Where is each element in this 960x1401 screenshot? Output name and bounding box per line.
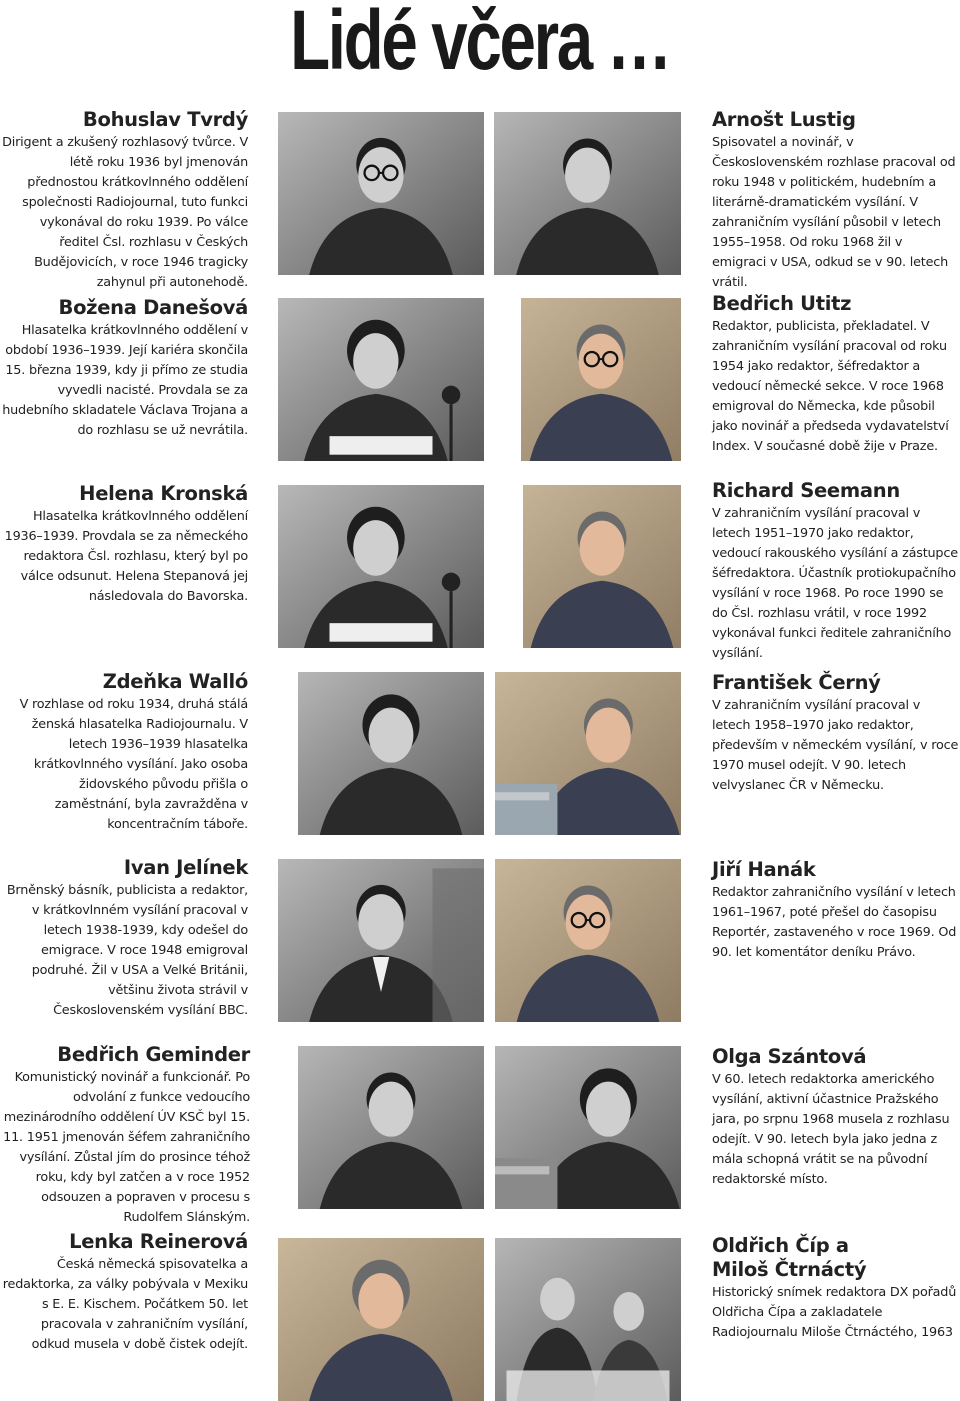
bio-name: Bedřich Utitz	[712, 292, 852, 315]
bio-bozena-danesova	[0, 296, 248, 441]
photo-bedrich-geminder	[298, 1046, 484, 1209]
photo-frantisek-cerny	[495, 672, 681, 835]
photo-cip-ctrnacty	[495, 1238, 681, 1401]
bio-name: Arnošt Lustig	[712, 108, 856, 131]
portrait-photo	[495, 1046, 681, 1209]
photo-bohuslav-tvrdy	[278, 112, 484, 275]
bio-lenka-reinerova	[0, 1230, 248, 1355]
photo-richard-seemann	[523, 485, 681, 648]
bio-olga-szantova	[712, 1045, 960, 1190]
bio-text: Brněnský básník, publicista a redaktor, v krátkovlnném vysílání pracoval v letech 1938-1939, kdy odešel do emigrace. V roce 1948 emigroval podruhé. Žil v USA a Velké Británii, většinu života strávil v Československém vysílání BBC.	[6, 883, 248, 1018]
bio-text: V rozhlase od roku 1934, druhá stálá ženská hlasatelka Radiojournalu. V letech 1936–1939 hlasatelka krátkovlnného vysílání. Jako osoba židovského původu přišla o zaměstnání, byla zavražděna v koncentračním táboře.	[19, 697, 248, 832]
bio-text: Česká německá spisovatelka a redaktorka, za války pobývala v Mexiku s E. E. Kischem. Počátkem 50. let pracovala v zahraničním vysílání, odkud musela v době čistek odejít.	[2, 1257, 248, 1352]
bio-jiri-hanak	[712, 858, 960, 963]
bio-name: Božena Danešová	[58, 296, 248, 319]
bio-name: Olga Szántová	[712, 1045, 867, 1068]
bio-name: Bedřich Geminder	[57, 1043, 250, 1066]
portrait-photo	[495, 1238, 681, 1401]
portrait-photo	[278, 112, 484, 275]
portrait-photo	[495, 859, 681, 1022]
bio-helena-kronska	[0, 482, 248, 607]
bio-text: Historický snímek redaktora DX pořadů Oldřicha Čípa a zakladatele Radiojournalu Miloše Čtrnáctého, 1963	[712, 1285, 957, 1340]
portrait-photo	[494, 112, 681, 275]
bio-name: Jiří Hanák	[712, 858, 816, 881]
bio-bedrich-utitz	[712, 292, 960, 457]
bio-name: Richard Seemann	[712, 479, 900, 502]
bio-bohuslav-tvrdy	[0, 108, 248, 293]
photo-arnost-lustig	[494, 112, 681, 275]
photo-bozena-danesova	[278, 298, 484, 461]
bio-name: Helena Kronská	[79, 482, 248, 505]
portrait-photo	[278, 859, 484, 1022]
bio-text: V zahraničním vysílání pracoval v letech 1951–1970 jako redaktor, vedoucí rakouského vysílání a zástupce šéfredaktora. Účastník protiokupačního vysílání v roce 1968. Po roce 1990 se do Čsl. rozhlasu vrátil, v roce 1992 vykonával funkci ředitele zahraničního vysílání.	[712, 506, 958, 661]
bio-text: Redaktor zahraničního vysílání v letech 1961–1967, poté přešel do časopisu Reportér, zastaveného v roce 1969. Od 90. let komentátor deníku Právo.	[712, 885, 957, 960]
page-title: Lidé včera …	[290, 0, 670, 87]
bio-name: František Černý	[712, 671, 881, 694]
bio-arnost-lustig	[712, 108, 960, 293]
portrait-photo	[278, 1238, 484, 1401]
photo-helena-kronska	[278, 485, 484, 648]
photo-lenka-reinerova	[278, 1238, 484, 1401]
bio-name: Lenka Reinerová	[69, 1230, 248, 1253]
photo-olga-szantova	[495, 1046, 681, 1209]
bio-text: Komunistický novinář a funkcionář. Po odvolání z funkce vedoucího mezinárodního oddělení ÚV KSČ byl 15. 11. 1951 jmenován šéfem zahraničního vysílání. Zůstal jím do prosince téhož roku, kdy byl zatčen a v roce 1952 odsouzen a popraven v procesu s Rudolfem Slánským.	[3, 1070, 250, 1225]
portrait-photo	[495, 672, 681, 835]
photo-ivan-jelinek	[278, 859, 484, 1022]
portrait-photo	[298, 672, 484, 835]
bio-bedrich-geminder	[0, 1043, 250, 1228]
bio-frantisek-cerny	[712, 671, 960, 796]
photo-zdenka-wallo	[298, 672, 484, 835]
bio-name: Bohuslav Tvrdý	[82, 108, 248, 131]
photo-jiri-hanak	[495, 859, 681, 1022]
bio-richard-seemann	[712, 479, 960, 664]
bio-text: Hlasatelka krátkovlnného oddělení v období 1936–1939. Její kariéra skončila 15. března 1939, kdy ji přímo ze studia vyvedli nacisté. Provdala se za hudebního skladatele Václava Trojana a do rozhlasu se už nevrátila.	[2, 323, 248, 438]
bio-text: Spisovatel a novinář, v Československém rozhlase pracoval od roku 1948 v politickém, hudebním a literárně-dramatickém vysílání. V zahraničním vysílání působil v letech 1955–1958. Od roku 1968 žil v emigraci v USA, odkud se v 90. letech vrátil.	[712, 135, 956, 290]
bio-ivan-jelinek	[0, 856, 248, 1021]
portrait-photo	[523, 485, 681, 648]
bio-text: Redaktor, publicista, překladatel. V zahraničním vysílání pracoval od roku 1954 jako redaktor, šéfredaktor a vedoucí německé sekce. V roce 1968 emigroval do Německa, kde působil jako novinář a předseda vydavatelství Index. V současné době žije v Praze.	[712, 319, 949, 454]
bio-name: Zdeňka Walló	[102, 670, 248, 693]
photo-bedrich-utitz	[521, 298, 681, 461]
bio-zdenka-wallo	[0, 670, 248, 835]
bio-name: Ivan Jelínek	[123, 856, 248, 879]
portrait-photo	[521, 298, 681, 461]
portrait-photo	[298, 1046, 484, 1209]
bio-text: V 60. letech redaktorka amerického vysílání, aktivní účastnice Pražského jara, po srpnu 1968 musela z rozhlasu odejít. V 90. letech byla jako jedna z mála schopná vrátit se na původní redaktorské místo.	[712, 1072, 950, 1187]
bio-name: Oldřich Číp a Miloš Čtrnáctý	[712, 1234, 867, 1281]
bio-text: Hlasatelka krátkovlnného oddělení 1936–1939. Provdala se za německého redaktora Čsl. rozhlasu, který byl po válce odsunut. Helena Stepanová jej následovala do Bavorska.	[4, 509, 248, 604]
bio-text: V zahraničním vysílání pracoval v letech 1958–1970 jako redaktor, především v německém vysílání, v roce 1970 musel odejít. V 90. letech velvyslanec ČR v Německu.	[712, 698, 959, 793]
bio-text: Dirigent a zkušený rozhlasový tvůrce. V létě roku 1936 byl jmenován přednostou krátkovlnného oddělení společnosti Radiojournal, tuto funkci vykonával do roku 1939. Po válce ředitel Čsl. rozhlasu v Českých Budějovicích, v roce 1946 tragicky zahynul při autonehodě.	[2, 135, 248, 290]
portrait-photo	[278, 298, 484, 461]
portrait-photo	[278, 485, 484, 648]
bio-cip-ctrnacty	[712, 1234, 960, 1343]
